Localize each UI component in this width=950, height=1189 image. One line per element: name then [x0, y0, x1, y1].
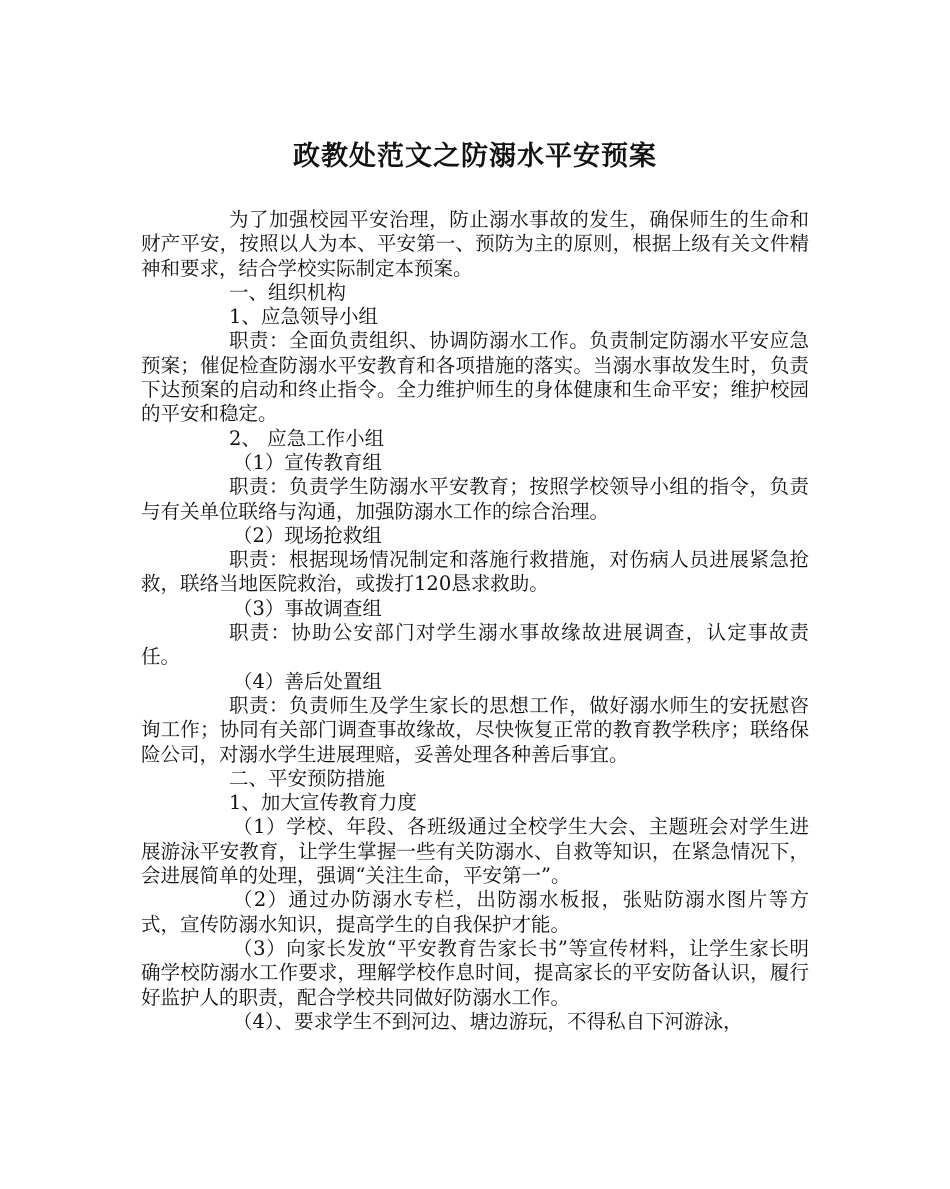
paragraph-measure-4: （4）、要求学生不到河边、塘边游玩，不得私自下河游泳，	[233, 1009, 743, 1033]
paragraph-intro: 为了加强校园平安治理，防止溺水事故的发生，确保师生的生命和财产平安，按照以人为本、平安第一、预防为主的原则，根据上级有关文件精神和要求，结合学校实际制定本预案。	[141, 208, 809, 280]
heading-section-1: 一、组织机构	[229, 280, 347, 304]
heading-work-group: 2、 应急工作小组	[229, 426, 385, 450]
heading-investigation-group: （3）事故调查组	[233, 596, 382, 620]
heading-leadership-group: 1、应急领导小组	[229, 305, 378, 329]
heading-section-2: 二、平安预防措施	[229, 766, 386, 790]
paragraph-measure-3: （3）向家长发放“平安教育告家长书”等宣传材料，让学生家长明确学校防溺水工作要求，理解学校作息时间，提高家长的平安防备认识，履行好监护人的职责，配合学校共同做好防溺水工作。	[141, 936, 809, 1009]
heading-publicity-effort: 1、加大宣传教育力度	[229, 791, 417, 815]
heading-publicity-group: （1）宣传教育组	[233, 450, 382, 474]
paragraph-measure-1: （1）学校、年段、各班级通过全校学生大会、主题班会对学生进展游泳平安教育，让学生掌握一些有关防溺水、自救等知识，在紧急情况下，会进展简单的处理，强调“关注生命，平安第一”。	[141, 815, 809, 888]
heading-aftermath-group: （4）善后处置组	[233, 669, 382, 693]
paragraph-measure-2: （2）通过办防溺水专栏，出防溺水板报，张贴防溺水图片等方式，宣传防溺水知识，提高学生的自我保护才能。	[141, 888, 809, 936]
paragraph-aftermath-duty: 职责：负责师生及学生家长的思想工作，做好溺水师生的安抚慰咨询工作；协同有关部门调查事故缘故，尽快恢复正常的教育教学秩序；联络保险公司，对溺水学生进展理赔，妥善处理各种善后事宜。	[141, 693, 809, 766]
paragraph-leadership-duty: 职责：全面负责组织、协调防溺水工作。负责制定防溺水平安应急预案；催促检查防溺水平安教育和各项措施的落实。当溺水事故发生时，负责下达预案的启动和终止指令。全力维护师生的身体健康和生命平安；维护校园的平安和稳定。	[141, 329, 809, 426]
heading-rescue-group: （2）现场抢救组	[233, 523, 382, 547]
paragraph-investigation-duty: 职责：协助公安部门对学生溺水事故缘故进展调查，认定事故责任。	[141, 621, 809, 669]
paragraph-publicity-duty: 职责：负责学生防溺水平安教育；按照学校领导小组的指令，负责与有关单位联络与沟通，加强防溺水工作的综合治理。	[141, 475, 809, 523]
paragraph-rescue-duty: 职责：根据现场情况制定和落施行救措施，对伤病人员进展紧急抢救，联络当地医院救治，或拨打120恳求救助。	[141, 548, 809, 596]
document-title: 政教处范文之防溺水平安预案	[293, 141, 657, 172]
document-body	[141, 208, 809, 1034]
